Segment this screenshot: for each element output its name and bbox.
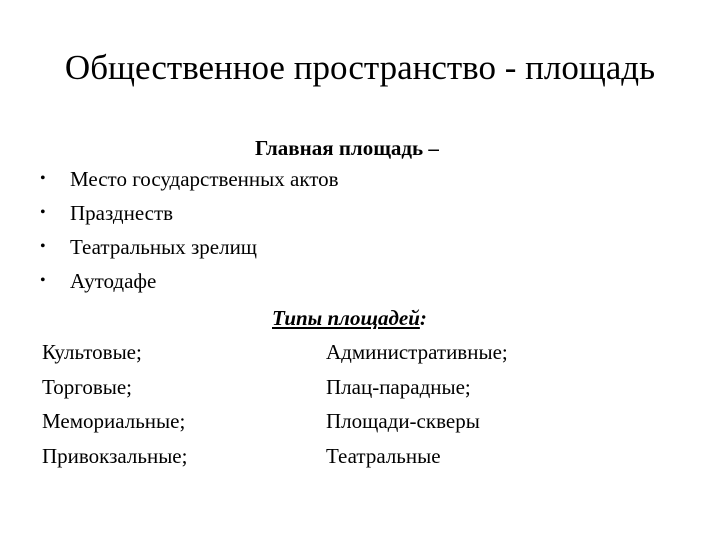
square-types-heading bbox=[272, 304, 427, 332]
list-item-text: Театральных зрелищ bbox=[70, 235, 257, 259]
list-item: Культовые; bbox=[42, 340, 142, 364]
list-item: Плац-парадные; bbox=[326, 374, 471, 399]
list-item-text: Место государственных актов bbox=[70, 167, 339, 191]
bullet-icon: • bbox=[40, 272, 46, 289]
list-item: Торговые; bbox=[42, 374, 133, 399]
square-types-heading-text: Типы площадей bbox=[272, 306, 420, 330]
list-item: Площади-скверы bbox=[326, 409, 480, 433]
square-types-right-column bbox=[326, 338, 508, 476]
slide-title: Общественное пространство - площадь bbox=[64, 48, 656, 87]
list-item: Театральные bbox=[326, 443, 441, 468]
bullet-icon: • bbox=[40, 238, 46, 255]
square-types-heading-colon: : bbox=[419, 306, 427, 330]
list-item-text: Празднеств bbox=[70, 201, 174, 225]
list-item: Привокзальные; bbox=[42, 443, 188, 468]
bullet-icon: • bbox=[40, 170, 46, 187]
square-types-left-column bbox=[42, 338, 187, 476]
list-item-text: Аутодафе bbox=[70, 269, 157, 293]
main-square-heading: Главная площадь – bbox=[255, 136, 439, 160]
bullet-icon: • bbox=[40, 204, 46, 221]
list-item: Мемориальные; bbox=[42, 409, 186, 433]
list-item: Административные; bbox=[326, 340, 508, 364]
